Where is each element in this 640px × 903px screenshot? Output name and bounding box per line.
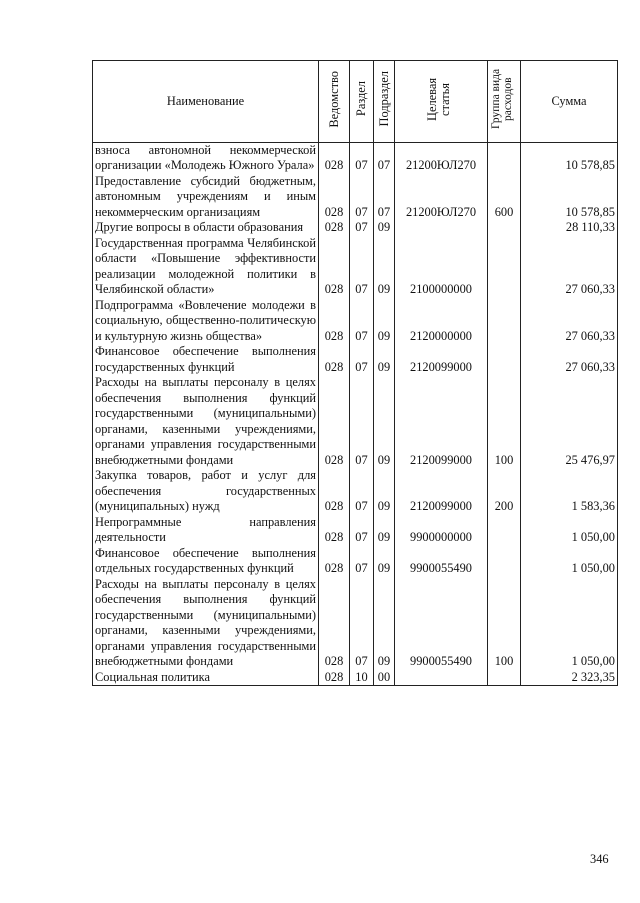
table-row: [93, 515, 618, 546]
header-ved: Ведомство: [319, 61, 350, 143]
cell-summa: 1 050,00: [521, 515, 618, 546]
cell-gruppa: 200: [488, 468, 521, 515]
cell-podrazdel: 09: [374, 515, 395, 546]
cell-podrazdel: 09: [374, 468, 395, 515]
header-celevaya: Целевая статья: [395, 61, 488, 143]
cell-ved: 028: [319, 577, 350, 670]
cell-gruppa: 100: [488, 577, 521, 670]
table-row: [93, 220, 618, 236]
cell-gruppa: [488, 546, 521, 577]
cell-gruppa: [488, 236, 521, 298]
cell-ved: 028: [319, 174, 350, 221]
cell-name: Социальная политика: [93, 670, 319, 686]
cell-razdel: 07: [350, 220, 374, 236]
cell-name: Государственная программа Челябинской области «Повышение эффективности реализации молодежной политики в Челябинской области»: [93, 236, 319, 298]
cell-razdel: 07: [350, 236, 374, 298]
cell-ved: 028: [319, 515, 350, 546]
cell-razdel: 07: [350, 546, 374, 577]
cell-name: Предоставление субсидий бюджетным, автономным учреждениям и иным некоммерческим организациям: [93, 174, 319, 221]
cell-summa: 25 476,97: [521, 375, 618, 468]
cell-name: Финансовое обеспечение выполнения государственных функций: [93, 344, 319, 375]
cell-celevaya: 9900000000: [395, 515, 488, 546]
cell-name: Финансовое обеспечение выполнения отдельных государственных функций: [93, 546, 319, 577]
cell-name: взноса автономной некоммерческой организации «Молодежь Южного Урала»: [93, 142, 319, 174]
cell-summa: 10 578,85: [521, 174, 618, 221]
cell-podrazdel: 00: [374, 670, 395, 686]
cell-celevaya: 21200ЮЛ270: [395, 174, 488, 221]
cell-podrazdel: 09: [374, 375, 395, 468]
header-podrazdel: Подраздел: [374, 61, 395, 143]
cell-celevaya: 2120000000: [395, 298, 488, 345]
cell-ved: 028: [319, 670, 350, 686]
cell-podrazdel: 09: [374, 298, 395, 345]
cell-celevaya: 2100000000: [395, 236, 488, 298]
cell-summa: 27 060,33: [521, 344, 618, 375]
table-row: [93, 236, 618, 298]
cell-gruppa: [488, 515, 521, 546]
cell-ved: 028: [319, 298, 350, 345]
table-row: [93, 174, 618, 221]
cell-podrazdel: 09: [374, 344, 395, 375]
cell-gruppa: [488, 142, 521, 174]
table-row: [93, 344, 618, 375]
page-number: 346: [590, 852, 609, 866]
cell-podrazdel: 09: [374, 546, 395, 577]
cell-podrazdel: 07: [374, 142, 395, 174]
cell-razdel: 07: [350, 298, 374, 345]
cell-ved: 028: [319, 142, 350, 174]
cell-celevaya: 9900055490: [395, 577, 488, 670]
cell-razdel: 10: [350, 670, 374, 686]
cell-summa: 1 583,36: [521, 468, 618, 515]
cell-razdel: 07: [350, 375, 374, 468]
cell-summa: 2 323,35: [521, 670, 618, 686]
cell-celevaya: 2120099000: [395, 344, 488, 375]
table-row: [93, 670, 618, 686]
cell-gruppa: 100: [488, 375, 521, 468]
cell-celevaya: [395, 670, 488, 686]
cell-summa: 1 050,00: [521, 546, 618, 577]
cell-podrazdel: 07: [374, 174, 395, 221]
cell-gruppa: [488, 298, 521, 345]
cell-ved: 028: [319, 546, 350, 577]
cell-summa: 1 050,00: [521, 577, 618, 670]
cell-summa: 27 060,33: [521, 236, 618, 298]
cell-celevaya: 21200ЮЛ270: [395, 142, 488, 174]
cell-gruppa: 600: [488, 174, 521, 221]
cell-gruppa: [488, 220, 521, 236]
cell-gruppa: [488, 344, 521, 375]
header-name: Наименование: [93, 61, 319, 143]
cell-ved: 028: [319, 468, 350, 515]
cell-celevaya: [395, 220, 488, 236]
cell-ved: 028: [319, 236, 350, 298]
header-summa: Сумма: [521, 61, 618, 143]
cell-name: Непрограммные направления деятельности: [93, 515, 319, 546]
cell-summa: 10 578,85: [521, 142, 618, 174]
table-row: [93, 546, 618, 577]
cell-name: Другие вопросы в области образования: [93, 220, 319, 236]
cell-podrazdel: 09: [374, 577, 395, 670]
cell-razdel: 07: [350, 468, 374, 515]
cell-name: Расходы на выплаты персоналу в целях обеспечения выполнения функций государственными (муниципальными) органами, казенными учреждениями, органами управления государственными внебюджетными фондами: [93, 577, 319, 670]
table-row: [93, 468, 618, 515]
header-gruppa: Группа вида расходов: [488, 61, 521, 143]
table-body: [93, 142, 618, 686]
header-razdel: Раздел: [350, 61, 374, 143]
table-row: [93, 375, 618, 468]
cell-name: Подпрограмма «Вовлечение молодежи в социальную, общественно-политическую и культурную жизнь общества»: [93, 298, 319, 345]
cell-razdel: 07: [350, 344, 374, 375]
cell-celevaya: 2120099000: [395, 375, 488, 468]
cell-podrazdel: 09: [374, 236, 395, 298]
cell-celevaya: 2120099000: [395, 468, 488, 515]
cell-ved: 028: [319, 375, 350, 468]
cell-ved: 028: [319, 220, 350, 236]
budget-table: [92, 60, 618, 686]
table-header: [93, 61, 618, 143]
cell-summa: 28 110,33: [521, 220, 618, 236]
cell-ved: 028: [319, 344, 350, 375]
cell-name: Закупка товаров, работ и услуг для обеспечения государственных (муниципальных) нужд: [93, 468, 319, 515]
cell-celevaya: 9900055490: [395, 546, 488, 577]
cell-razdel: 07: [350, 174, 374, 221]
table-row: [93, 298, 618, 345]
table-row: [93, 142, 618, 174]
cell-name: Расходы на выплаты персоналу в целях обеспечения выполнения функций государственными (муниципальными) органами, казенными учреждениями, органами управления государственными внебюджетными фондами: [93, 375, 319, 468]
cell-summa: 27 060,33: [521, 298, 618, 345]
cell-podrazdel: 09: [374, 220, 395, 236]
table-row: [93, 577, 618, 670]
cell-gruppa: [488, 670, 521, 686]
cell-razdel: 07: [350, 577, 374, 670]
cell-razdel: 07: [350, 142, 374, 174]
cell-razdel: 07: [350, 515, 374, 546]
